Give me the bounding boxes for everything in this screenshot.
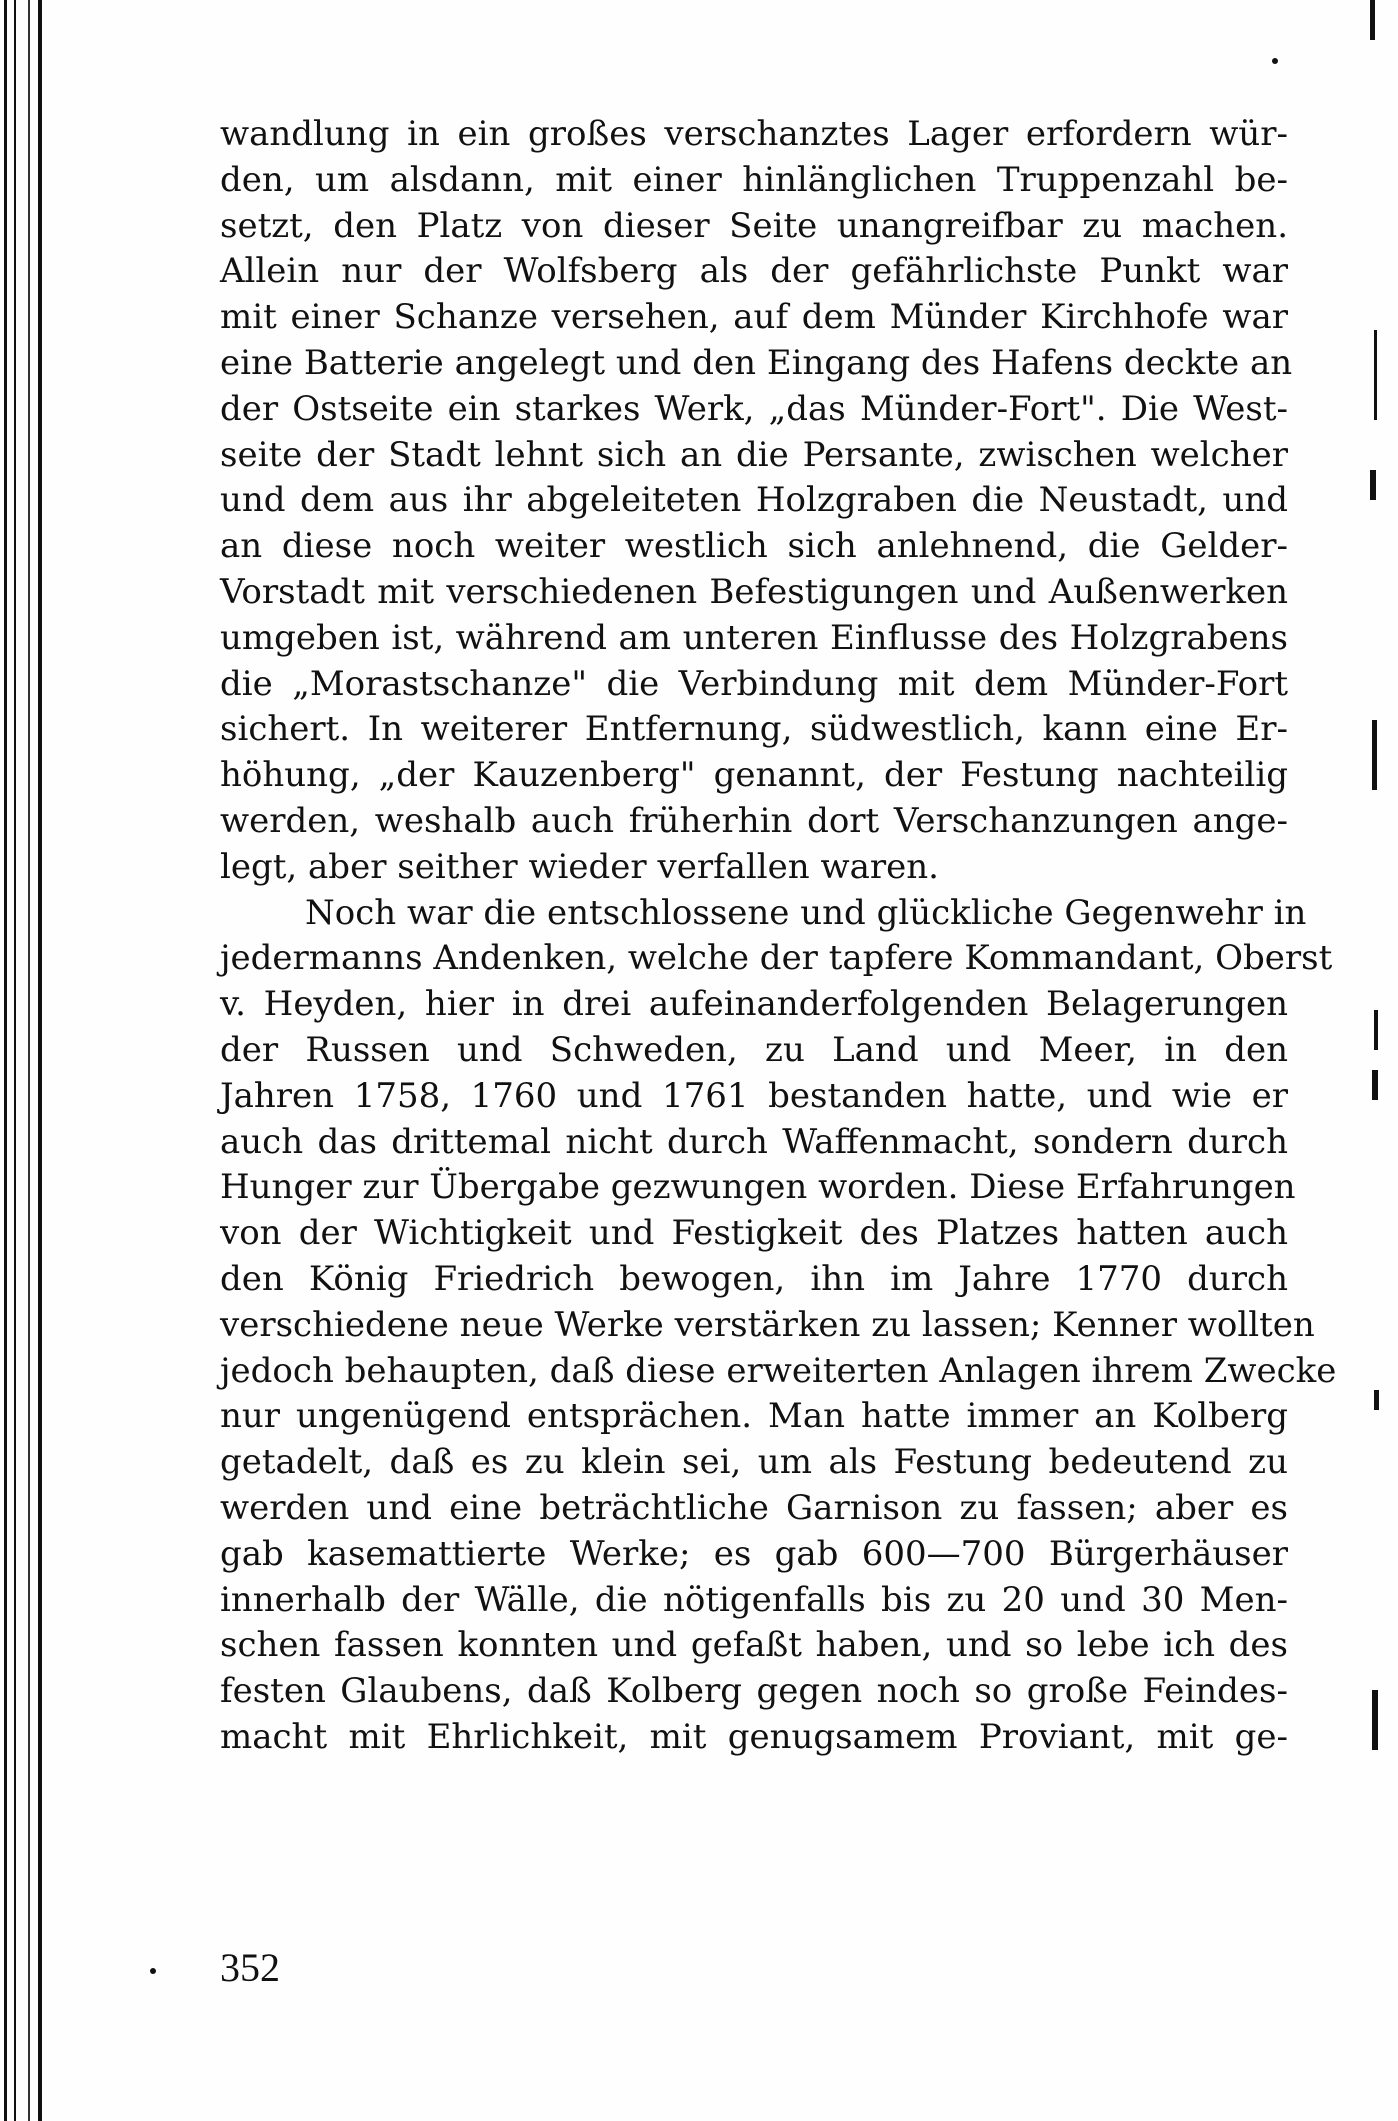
speck xyxy=(1272,58,1278,64)
text-line: werden, weshalb auch früherhin dort Verschanzungen ange- xyxy=(220,800,1288,841)
text-line: der Russen und Schweden, zu Land und Meer, in den xyxy=(220,1029,1288,1070)
binding-edge-line xyxy=(4,0,7,2121)
edge-mark xyxy=(1372,720,1377,790)
text-line: legt, aber seither wieder verfallen waren. xyxy=(220,846,939,887)
text-line: v. Heyden, hier in drei aufeinanderfolgenden Belagerungen xyxy=(220,984,1288,1025)
text-line: getadelt, daß es zu klein sei, um als Festung bedeutend zu xyxy=(220,1442,1288,1483)
text-line: seite der Stadt lehnt sich an die Persante, zwischen welcher xyxy=(220,434,1288,475)
paragraph-1 xyxy=(220,112,1293,891)
text-line: umgeben ist, während am unteren Einflusse des Holzgrabens xyxy=(220,617,1288,658)
text-line: auch das drittemal nicht durch Waffenmacht, sondern durch xyxy=(220,1121,1288,1162)
text-line: Vorstadt mit verschiedenen Befestigungen und Außenwerken xyxy=(220,571,1288,612)
text-line: an diese noch weiter westlich sich anlehnend, die Gelder- xyxy=(220,526,1288,567)
speck xyxy=(150,1968,156,1974)
text-line: macht mit Ehrlichkeit, mit genugsamem Proviant, mit ge- xyxy=(220,1716,1288,1757)
text-line: setzt, den Platz von dieser Seite unangreifbar zu machen. xyxy=(220,205,1288,246)
binding-edge-line xyxy=(14,0,16,2121)
edge-mark xyxy=(1370,0,1375,40)
text-line: wandlung in ein großes verschanztes Lager erfordern wür- xyxy=(220,114,1288,154)
text-line: der Ostseite ein starkes Werk, „das Münder-Fort". Die West- xyxy=(220,388,1288,429)
text-line: nur ungenügend entsprächen. Man hatte immer an Kolberg xyxy=(220,1396,1288,1437)
page-number: 352 xyxy=(220,1945,280,1990)
edge-mark xyxy=(1374,1010,1378,1050)
edge-mark xyxy=(1372,1690,1378,1750)
text-line: jedermanns Andenken, welche der tapfere Kommandant, Oberst xyxy=(220,938,1333,979)
edge-mark xyxy=(1370,470,1376,500)
edge-mark xyxy=(1374,330,1377,420)
text-line: den, um alsdann, mit einer hinlänglichen Truppenzahl be- xyxy=(220,159,1288,200)
text-line: sichert. In weiterer Entfernung, südwestlich, kann eine Er- xyxy=(220,709,1288,750)
text-line: den König Friedrich bewogen, ihn im Jahre 1770 durch xyxy=(220,1258,1288,1299)
paragraph-2 xyxy=(220,891,1337,1761)
text-line: mit einer Schanze versehen, auf dem Münder Kirchhofe war xyxy=(220,297,1288,338)
body-text xyxy=(220,112,1337,1761)
text-line: höhung, „der Kauzenberg" genannt, der Festung nachteilig xyxy=(220,755,1288,796)
text-line: Noch war die entschlossene und glückliche Gegenwehr in xyxy=(305,892,1307,933)
text-line: jedoch behaupten, daß diese erweiterten Anlagen ihrem Zwecke xyxy=(220,1350,1337,1391)
edge-mark xyxy=(1372,1070,1378,1100)
edge-mark xyxy=(1374,1390,1379,1410)
text-line: und dem aus ihr abgeleiteten Holzgraben die Neustadt, und xyxy=(220,480,1288,521)
binding-edge-line xyxy=(28,0,30,2121)
binding-edge-line xyxy=(38,0,42,2121)
text-line: festen Glaubens, daß Kolberg gegen noch so große Feindes- xyxy=(220,1671,1288,1712)
text-line: eine Batterie angelegt und den Eingang des Hafens deckte an xyxy=(220,342,1293,383)
text-line: Allein nur der Wolfsberg als der gefährlichste Punkt war xyxy=(220,251,1288,292)
text-line: Jahren 1758, 1760 und 1761 bestanden hatte, und wie er xyxy=(220,1075,1288,1116)
text-line: von der Wichtigkeit und Festigkeit des Platzes hatten auch xyxy=(220,1213,1288,1254)
text-line: innerhalb der Wälle, die nötigenfalls bis zu 20 und 30 Men- xyxy=(220,1579,1288,1620)
text-line: gab kasemattierte Werke; es gab 600—700 Bürgerhäuser xyxy=(220,1533,1288,1574)
text-line: werden und eine beträchtliche Garnison zu fassen; aber es xyxy=(220,1487,1288,1528)
text-line: Hunger zur Übergabe gezwungen worden. Diese Erfahrungen xyxy=(220,1167,1296,1208)
text-line: verschiedene neue Werke verstärken zu lassen; Kenner wollten xyxy=(220,1304,1315,1345)
text-line: schen fassen konnten und gefaßt haben, und so lebe ich des xyxy=(220,1625,1288,1666)
text-line: die „Morastschanze" die Verbindung mit dem Münder-Fort xyxy=(220,663,1288,704)
